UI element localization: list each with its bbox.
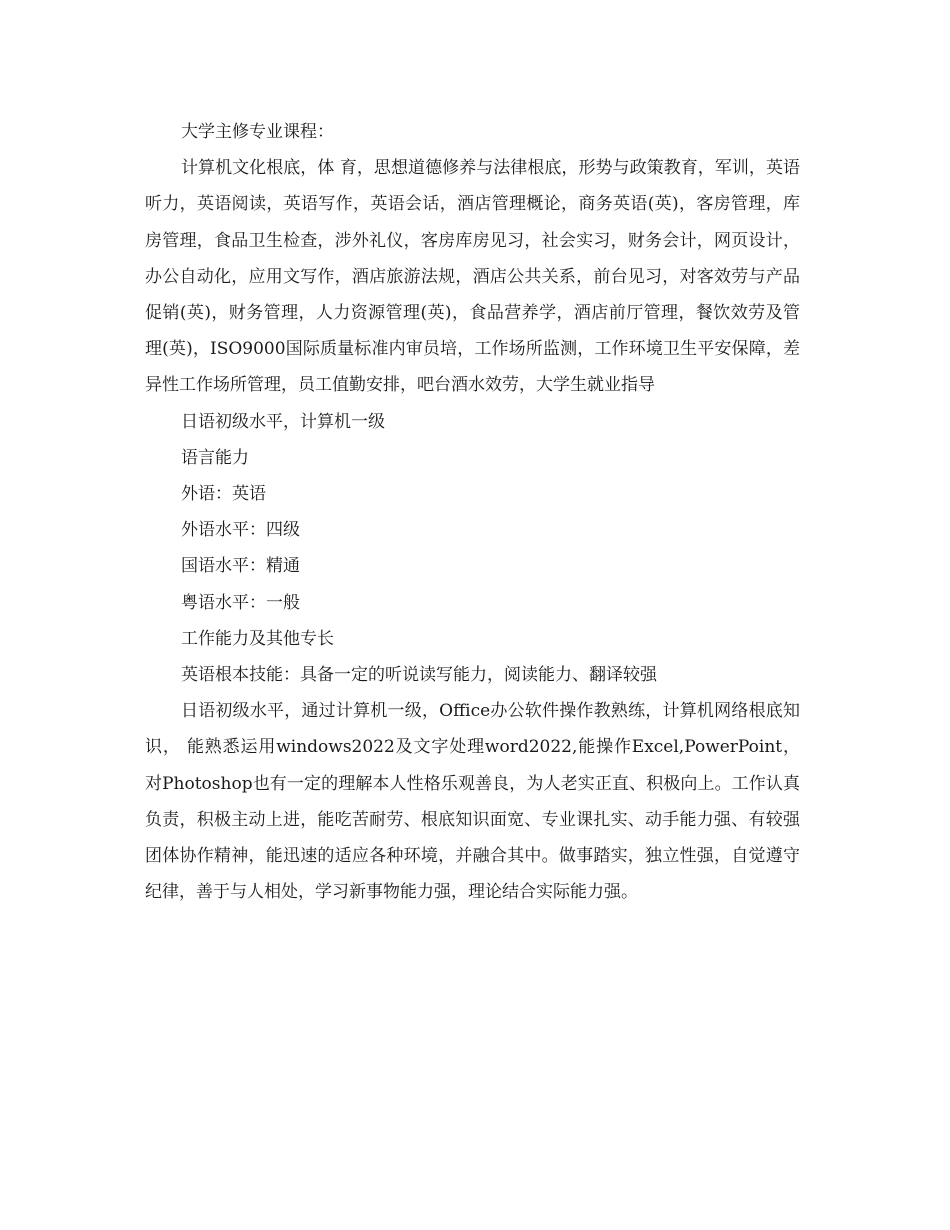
english-skills-line: 英语根本技能：具备一定的听说读写能力，阅读能力、翻译较强	[181, 665, 657, 686]
self-assessment-paragraph: 日语初级水平，通过计算机一级，Office办公软件操作教熟练，计算机网络根底知识， 能熟悉运用windows2022及文字处理word2022,能操作Excel,PowerPoint，对Photoshop也有一定的理解本人性格乐观善良，为人老实正直、积极向上。工作认真负责，积极主动上进，能吃苦耐劳、根底知识面宽、专业课扎实、动手能力强、有较强团体协作精神，能迅速的适应各种环境，并融合其中。做事踏实，独立性强，自觉遵守纪律，善于与人相处，学习新事物能力强，理论结合实际能力强。	[145, 701, 800, 903]
language-ability-heading: 语言能力	[181, 447, 249, 468]
foreign-language-line: 外语：英语	[181, 484, 266, 505]
mandarin-level-line: 国语水平：精通	[181, 556, 300, 577]
courses-heading: 大学主修专业课程：	[181, 122, 334, 142]
foreign-language-level-line: 外语水平：四级	[181, 520, 300, 541]
courses-list-paragraph: 计算机文化根底，体 育，思想道德修养与法律根底，形势与政策教育，军训，英语听力，英语阅读，英语写作，英语会话，酒店管理概论，商务英语(英)，客房管理，库房管理，食品卫生检查，涉外礼仪，客房库房见习，社会实习，财务会计，网页设计，办公自动化，应用文写作，酒店旅游法规，酒店公共关系，前台见习，对客效劳与产品促销(英)，财务管理，人力资源管理(英)，食品营养学，酒店前厅管理，餐饮效劳及管理(英)，ISO9000国际质量标准内审员培，工作场所监测，工作环境卫生平安保障，差异性工作场所管理，员工值勤安排，吧台酒水效劳，大学生就业指导	[145, 158, 800, 396]
skills-summary-line: 日语初级水平，计算机一级	[181, 411, 385, 432]
cantonese-level-line: 粤语水平：一般	[181, 592, 300, 613]
document-body	[145, 114, 800, 910]
work-ability-heading: 工作能力及其他专长	[181, 628, 334, 649]
